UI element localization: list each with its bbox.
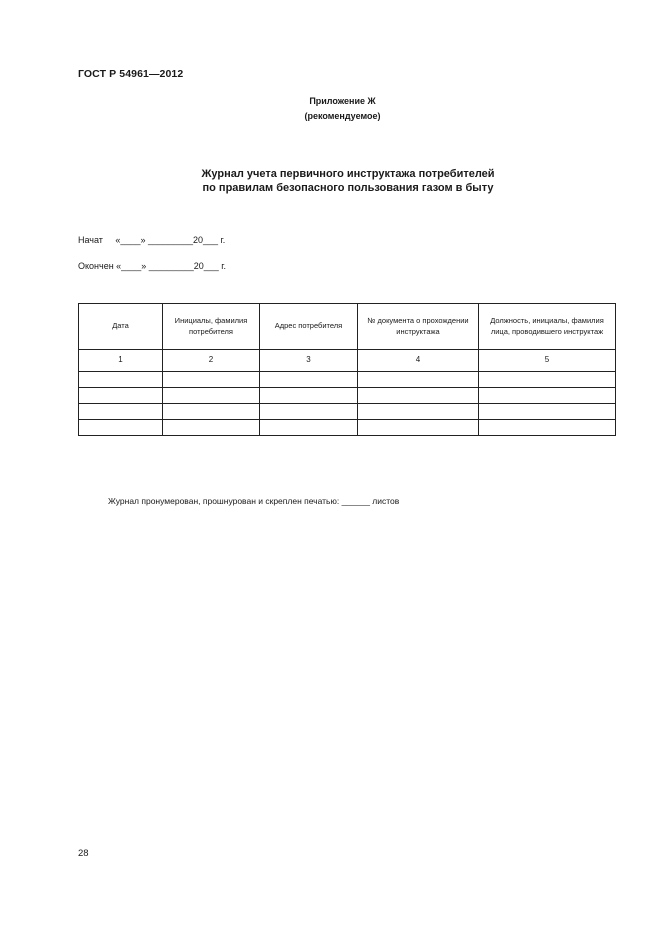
annex-subtitle: (рекомендуемое) xyxy=(304,111,381,121)
standard-header: ГОСТ Р 54961—2012 xyxy=(78,68,184,80)
column-number: 4 xyxy=(358,350,479,372)
started-date-line: Начат «____» _________20___ г. xyxy=(78,235,226,245)
table-cell xyxy=(479,388,616,404)
ended-date-line: Окончен «____» _________20___ г. xyxy=(78,261,226,271)
table-cell xyxy=(358,372,479,388)
table-cell xyxy=(163,388,260,404)
table-cell xyxy=(479,404,616,420)
table-cell xyxy=(163,372,260,388)
table-cell xyxy=(479,372,616,388)
table-header-row xyxy=(79,304,616,350)
table-cell xyxy=(79,388,163,404)
table-cell xyxy=(260,404,358,420)
journal-title-line-2: по правилам безопасного пользования газом в быту xyxy=(202,182,494,194)
table-row xyxy=(79,420,616,436)
table-cell xyxy=(358,388,479,404)
column-header-date: Дата xyxy=(79,304,163,350)
column-header-document-number: № документа о прохождении инструктажа xyxy=(358,304,479,350)
table-cell xyxy=(479,420,616,436)
table-row xyxy=(79,372,616,388)
table-cell xyxy=(260,388,358,404)
column-number: 1 xyxy=(79,350,163,372)
table-row xyxy=(79,404,616,420)
table-cell xyxy=(260,372,358,388)
table-cell xyxy=(260,420,358,436)
column-header-instructor: Должность, инициалы, фамилия лица, проводившего инструктаж xyxy=(479,304,616,350)
table-cell xyxy=(358,404,479,420)
table-cell xyxy=(79,404,163,420)
column-number-row xyxy=(79,350,616,372)
journal-binding-note: Журнал пронумерован, прошнурован и скреплен печатью: ______ листов xyxy=(108,496,400,506)
column-header-consumer-name: Инициалы, фамилия потребителя xyxy=(163,304,260,350)
journal-title-line-1: Журнал учета первичного инструктажа потребителей xyxy=(201,168,495,180)
annex-title: Приложение Ж xyxy=(309,96,376,106)
table-cell xyxy=(163,420,260,436)
table-cell xyxy=(79,420,163,436)
table-cell xyxy=(358,420,479,436)
table-row xyxy=(79,388,616,404)
column-header-consumer-address: Адрес потребителя xyxy=(260,304,358,350)
column-number: 5 xyxy=(479,350,616,372)
table-cell xyxy=(79,372,163,388)
journal-table xyxy=(78,303,616,436)
column-number: 2 xyxy=(163,350,260,372)
column-number: 3 xyxy=(260,350,358,372)
page-number: 28 xyxy=(78,848,89,859)
table-cell xyxy=(163,404,260,420)
